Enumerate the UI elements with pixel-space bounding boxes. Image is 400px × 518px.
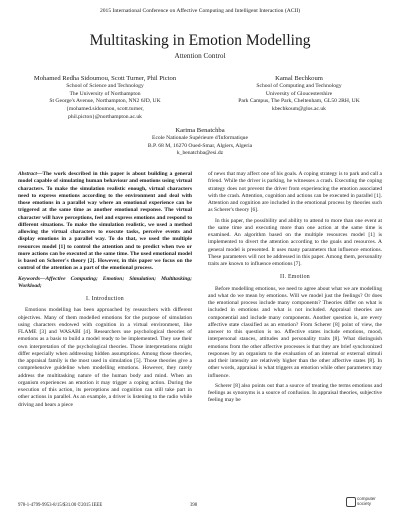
paper-title: Multitasking in Emotion Modelling bbox=[89, 32, 311, 49]
body-paragraph: of news that may affect one of his goals. A coping strategy is to park and call a friend. While the driver is parking, he witnesses a crash. Executing the coping strategy does not prevent the driver from experiencing the emotion associated with the crash. Attention, cognition and actions can be executed in parallel [1]. Attention and cognition are included in the emotional process by theories such as Scherer's theory [6]. bbox=[208, 171, 382, 214]
body-paragraph: Before modelling emotions, we need to agree about what we are modelling and what do we mean by emotions. Will we model just the feelings? Or does the emotional process include many components? Theories differ on what is included in emotions and what is not included. Appraisal theories are componential and include many components. Another question is, are every affective state classified as an emotion? From Scherer [8] point of view, the answer to this question is no. Affective states include emotions, mood, interpersonal stances, attitudes and personality traits [8]. What distinguish emotions from the other affective processes is that they are brief synchronized responses by an organism to the evaluation of an internal or external stimuli and their intensity are relatively higher than the other affective states [8]. In other words, appraisal is what triggers an emotion while other parameters may influence. bbox=[208, 285, 382, 379]
section-heading-introduction: I. Introduction bbox=[86, 296, 124, 302]
author-email: k_benatchba@esi.dz bbox=[176, 150, 224, 157]
author-address: St George's Avenue, Northampton, NN2 6JD, UK bbox=[49, 98, 161, 105]
author-block-3 bbox=[110, 127, 290, 158]
author-department: School of Computing and Technology bbox=[256, 82, 342, 89]
author-organization: University of Gloucestershire bbox=[265, 90, 333, 97]
body-paragraph: In this paper, the possibility and ability to attend to more than one event at the same time and executing more than one action at the same time is examined. An algorithm based on the multiple resources model [1] is implemented to divert the attention according to the goals and resources. A general model is presented. It uses many parameters that influence emotions. These parameters will not be addressed in this paper. Among them, personality traits are known to influence emotions [7]. bbox=[208, 217, 382, 267]
page-number: 398 bbox=[190, 503, 198, 508]
author-organization: Ecole Nationale Supérieure d'Informatique bbox=[152, 134, 248, 141]
conference-header: 2015 International Conference on Affective Computing and Intelligent Interaction (ACII) bbox=[99, 8, 301, 14]
body-paragraph: Scherer [8] also points out that a source of treating the terms emotions and feelings as synonyms is a source of confusion. In appraisal theories, subjective feeling may be bbox=[208, 382, 382, 404]
abstract-label: Abstract— bbox=[18, 171, 43, 177]
author-organization: The University of Northampton bbox=[69, 90, 141, 97]
logo-mark-icon bbox=[346, 497, 356, 507]
author-email: {mohamed.sidoumou, scott.turner, bbox=[66, 106, 144, 113]
author-names: Mohamed Redha Sidoumou, Scott Turner, Phil Picton bbox=[33, 75, 177, 82]
keywords-text: Affective Computing; Emotion; Simulation; Multitasking; Workload; bbox=[18, 275, 192, 289]
author-names: Kamal Bechkoum bbox=[275, 75, 323, 82]
body-paragraph: Emotions modelling has been approached by researchers with different objectives. Many of them modelled emotions for the purpose of simulation using characters endowed with cognition in a virtual environment, like FLAME [3] and WASABI [4]. Researchers use psychological theories of emotions as a basis to build a model ready to be implemented. They use their own interpretation of the psychological theories. Those interpretations might differ especially when addressing hidden assumptions. Among those theories, the appraisal family is the most used in simulation [5]. Those theories give a comprehensive guideline when modelling emotions. However, they rarely address the multitasking nature of the human body and mind. When an organism experiences an emotion it may trigger a coping action. During the execution of this action, its perceptions and cognition can still take part in other actions in parallel. As an example, a driver is listening to the radio while driving and hears a piece bbox=[18, 307, 192, 408]
author-department: School of Science and Technology bbox=[66, 82, 144, 89]
author-email: phil.picton}@northampton.ac.uk bbox=[68, 113, 142, 120]
keywords bbox=[18, 276, 192, 291]
author-block-2 bbox=[214, 75, 384, 114]
logo-text: computer bbox=[357, 496, 376, 501]
logo-text: society bbox=[357, 500, 372, 506]
author-email: kbechkoum@glos.ac.uk bbox=[272, 106, 326, 113]
right-column bbox=[208, 171, 382, 408]
footer-isbn: 978-1-4799-9953-8/15/$31.00 ©2015 IEEE bbox=[18, 503, 103, 508]
keywords-label: Keywords— bbox=[18, 275, 46, 282]
abstract-text: The work described in this paper is about building a general model capable of simulating human behaviour and emotions using virtual characters. To make the simulation realistic enough, virtual characters need to express emotions according to the environment and deal with those emotions in a parallel way where an emotional experience can be triggered at the same time as another emotional response. The virtual character will have perceptions, feel and express emotions and respond to different situations. To make the simulation realistic, we used a method allowing the virtual characters to execute tasks, perceive events and display emotions in a parallel way. To do that, we used the multiple resources model [1] to control the attention and to predict when two or more actions can be executed at the same time. The used emotional model is based on Scherer's theory [2]. However, in this paper we focus on the control of the attention as a part of the emotional process. bbox=[18, 171, 192, 272]
abstract bbox=[18, 171, 192, 273]
author-block-1 bbox=[22, 75, 188, 122]
paper-subtitle: Attention Control bbox=[174, 52, 226, 60]
left-column bbox=[18, 171, 192, 412]
section-heading-emotion: II. Emotion bbox=[279, 274, 311, 281]
author-names: Karima Benatchba bbox=[175, 127, 225, 134]
author-address: Park Campus, The Park, Cheltenham, GL50 2RH, UK bbox=[238, 98, 360, 105]
computer-society-logo bbox=[346, 496, 386, 510]
author-address: B.P. 68 M, 16270 Oued-Smar, Algiers, Algeria bbox=[147, 142, 253, 149]
